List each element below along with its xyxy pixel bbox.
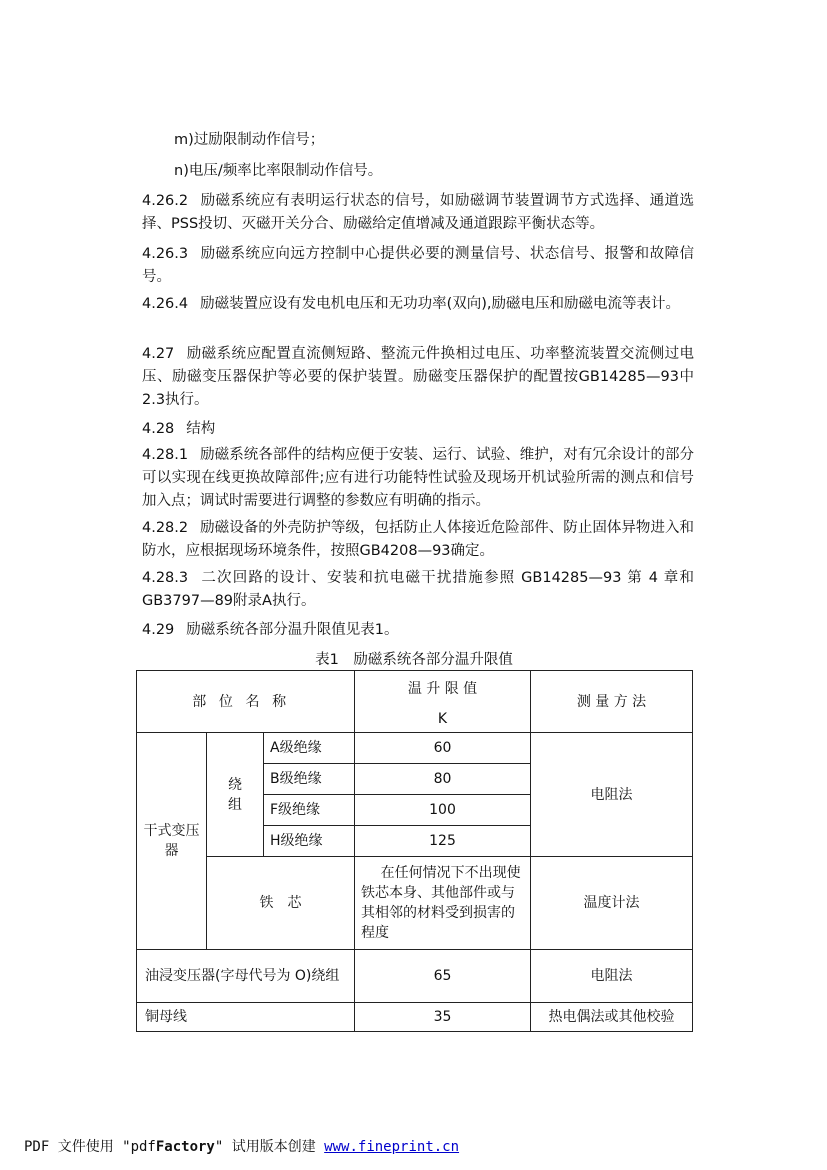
cell-copper-value: 35 (355, 1003, 531, 1032)
section-number: 4.29 (142, 622, 175, 638)
section-number: 4.28 (142, 421, 175, 437)
cell-class-h: H级绝缘 (264, 826, 355, 857)
cell-core-method: 温度计法 (531, 857, 693, 950)
section-text: 励磁系统应向远方控制中心提供必要的测量信号、状态信号、报警和故障信号。 (142, 246, 694, 285)
section-number: 4.26.4 (142, 296, 189, 312)
cell-class-f-value: 100 (355, 795, 531, 826)
section-text: 励磁系统各部件的结构应便于安装、运行、试验、维护，对有冗余设计的部分可以实现在线更换故障部件;应有进行功能特性试验及现场开机试验所需的测点和信号加入点；调试时需要进行调整的参数应有明确的指示。 (142, 447, 694, 509)
list-item-n: n)电压/频率比率限制动作信号。 (174, 163, 383, 179)
section-number: 4.26.2 (142, 193, 189, 209)
temperature-rise-table (136, 670, 693, 1032)
footer-link[interactable]: www.fineprint.cn (324, 1139, 460, 1155)
cell-class-h-value: 125 (355, 826, 531, 857)
footer-brand: Factory (155, 1139, 215, 1155)
cell-class-f: F级绝缘 (264, 795, 355, 826)
section-4-28-2 (142, 517, 694, 563)
footer-prefix: PDF 文件使用 "pdf (24, 1139, 156, 1155)
table-row (137, 857, 693, 950)
cell-winding-method: 电阻法 (531, 733, 693, 857)
cell-class-b-value: 80 (355, 764, 531, 795)
section-text: 励磁系统应有表明运行状态的信号，如励磁调节装置调节方式选择、通道选择、PSS投切、灭磁开关分合、励磁给定值增减及通道跟踪平衡状态等。 (142, 193, 694, 232)
section-text: 励磁系统各部分温升限值见表1。 (186, 622, 399, 638)
section-4-29 (142, 619, 694, 642)
section-4-26-2 (142, 190, 694, 236)
section-number: 4.28.2 (142, 520, 189, 536)
section-text: 结构 (186, 421, 216, 437)
header-method: 测 量 方 法 (531, 671, 693, 733)
section-4-28-1 (142, 444, 694, 513)
table-row (137, 733, 693, 764)
section-number: 4.28.3 (142, 570, 189, 586)
footer-middle: " 试用版本创建 (214, 1139, 325, 1155)
cell-class-a-value: 60 (355, 733, 531, 764)
cell-copper-method: 热电偶法或其他校验 (531, 1003, 693, 1032)
table-row (137, 950, 693, 1003)
section-number: 4.28.1 (142, 447, 189, 463)
section-text: 励磁设备的外壳防护等级，包括防止人体接近危险部件、防止固体异物进入和防水，应根据现场环境条件，按照GB4208—93确定。 (142, 520, 694, 559)
header-limit-label: 温 升 限 值 (407, 680, 478, 697)
cell-class-a: A级绝缘 (264, 733, 355, 764)
cell-core: 铁 芯 (207, 857, 355, 950)
cell-winding: 绕组 (207, 733, 264, 857)
header-limit-unit: K (437, 710, 448, 727)
header-part-name: 部位名称 (137, 671, 355, 733)
section-text: 励磁系统应配置直流侧短路、整流元件换相过电压、功率整流装置交流侧过电压、励磁变压器保护等必要的保护装置。励磁变压器保护的配置按GB14285—93中2.3执行。 (142, 346, 694, 408)
section-text: 二次回路的设计、安装和抗电磁干扰措施参照 GB14285—93 第 4 章和GB3797—89附录A执行。 (142, 570, 694, 609)
cell-oil-method: 电阻法 (531, 950, 693, 1003)
table-row (137, 1003, 693, 1032)
section-number: 4.27 (142, 346, 175, 362)
section-4-26-3 (142, 243, 694, 289)
cell-core-limit: 在任何情况下不出现使铁芯本身、其他部件或与其相邻的材料受到损害的程度 (355, 857, 531, 950)
section-text: 励磁装置应设有发电机电压和无功功率(双向),励磁电压和励磁电流等表计。 (200, 296, 681, 312)
cell-oil-name: 油浸变压器(字母代号为 O)绕组 (137, 950, 355, 1003)
cell-copper-name: 铜母线 (137, 1003, 355, 1032)
pdf-footer (24, 1137, 459, 1157)
table-caption: 表1 励磁系统各部分温升限值 (315, 652, 513, 668)
section-4-28 (142, 418, 694, 441)
section-4-28-3 (142, 567, 694, 613)
table-header-row (137, 671, 693, 733)
cell-dry-transformer: 干式变压器 (137, 733, 207, 950)
section-4-27 (142, 343, 694, 412)
header-limit (355, 671, 531, 733)
section-number: 4.26.3 (142, 246, 189, 262)
section-4-26-4 (142, 293, 694, 316)
cell-oil-value: 65 (355, 950, 531, 1003)
list-item-m: m)过励限制动作信号； (174, 132, 325, 148)
cell-class-b: B级绝缘 (264, 764, 355, 795)
